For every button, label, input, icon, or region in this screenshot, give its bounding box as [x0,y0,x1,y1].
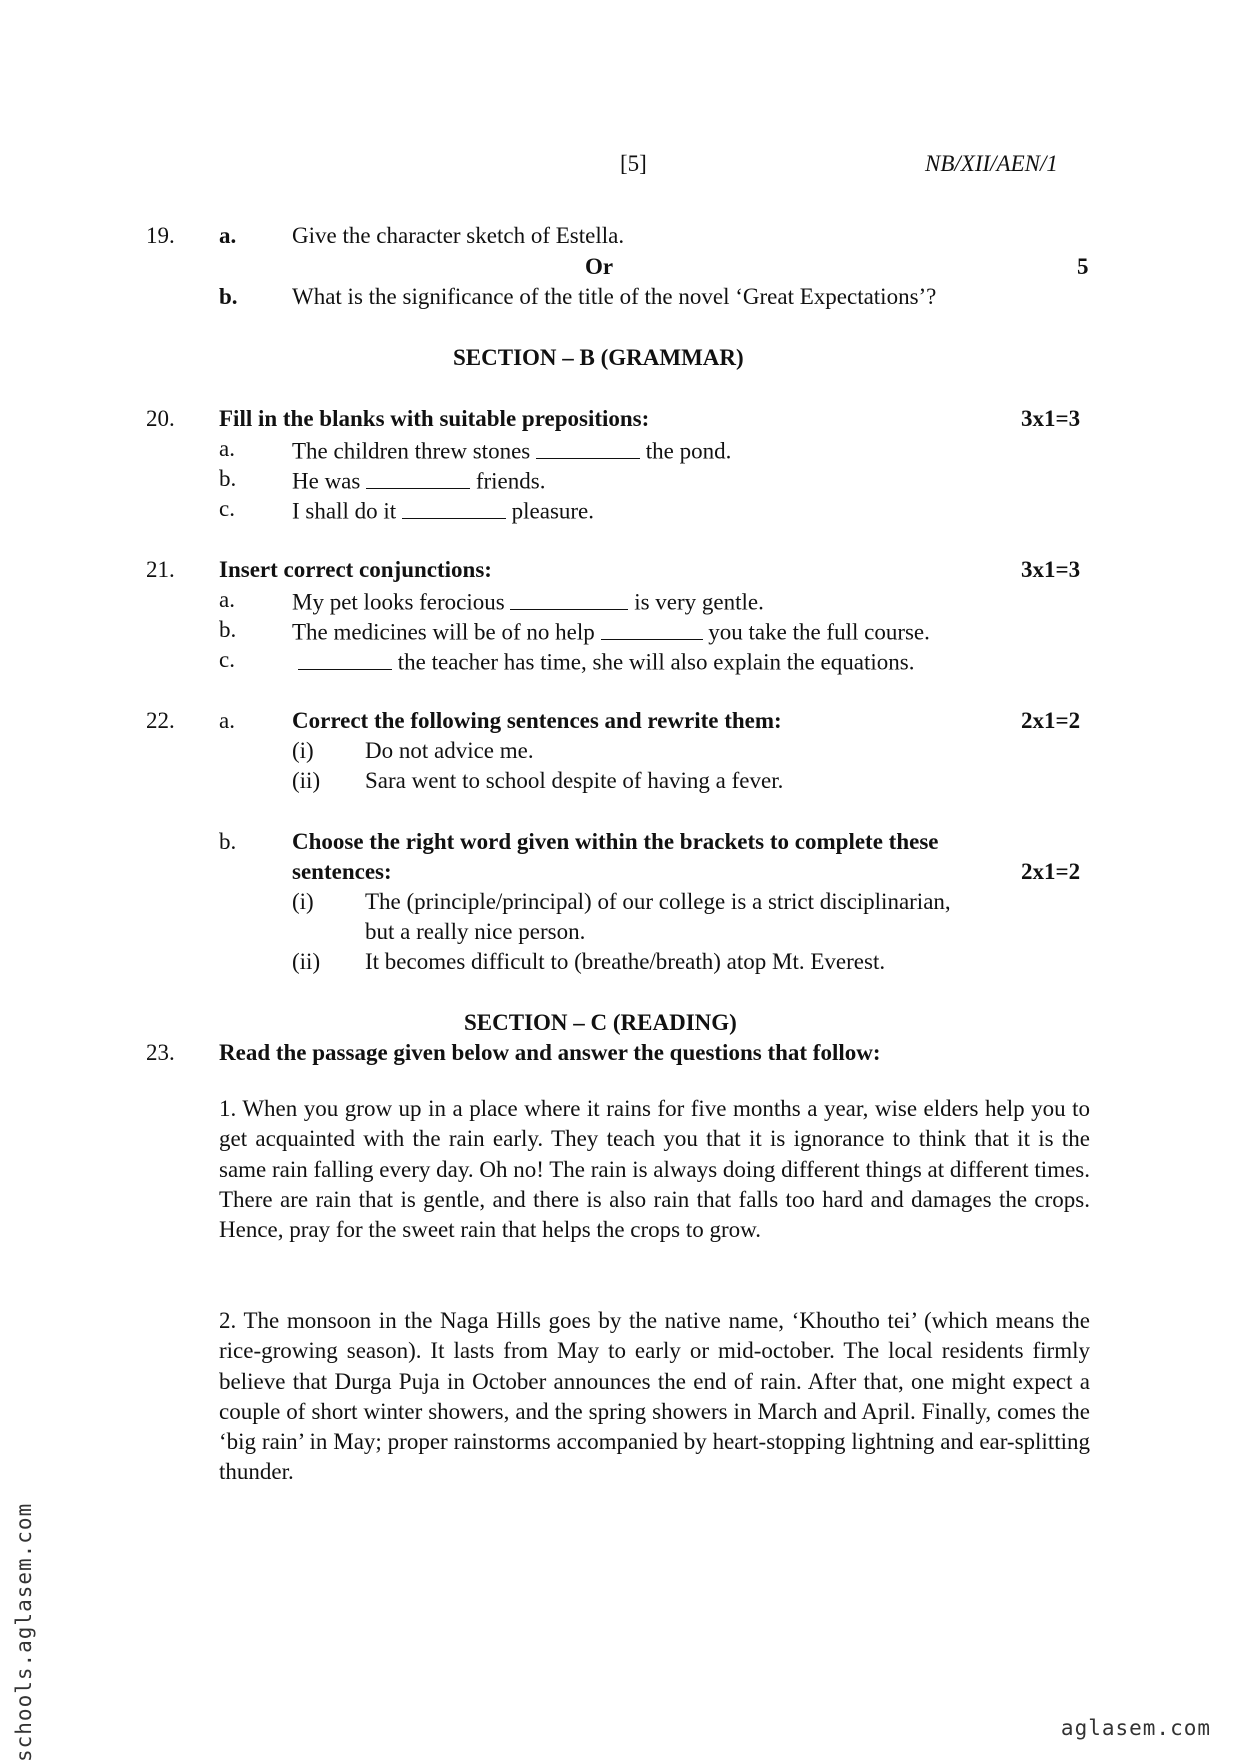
item-label: b. [219,617,237,642]
answer-blank[interactable] [366,467,470,489]
item-label: (i) [292,738,314,763]
blank-item: He was friends. [292,468,546,494]
item-label: a. [219,436,235,461]
paper-code: NB/XII/AEN/1 [925,151,1058,176]
item-label: (i) [292,889,314,914]
answer-blank[interactable] [510,588,628,610]
answer-blank[interactable] [402,497,506,519]
question-title: Insert correct conjunctions: [219,557,492,582]
question-number: 20. [146,406,175,431]
option-label: b. [219,829,237,854]
answer-blank[interactable] [601,618,703,640]
item-label: c. [219,496,235,521]
blank-item: My pet looks ferocious is very gentle. [292,589,764,615]
question-title: Read the passage given below and answer the questions that follow: [219,1040,881,1065]
item-text: It becomes difficult to (breathe/breath) atop Mt. Everest. [365,949,886,974]
question-title: Correct the following sentences and rewrite them: [292,708,782,733]
question-title-cont: sentences: [292,859,392,884]
question-text: What is the significance of the title of the novel ‘Great Expectations’? [292,284,937,309]
reading-paragraph-1: 1. When you grow up in a place where it rains for five months a year, wise elders help you to get acquainted with the rain early. They teach you that it is ignorance to think that it is the same rain falling every day. Oh no! The rain is always doing different things at different times. There are rain that is gentle, and there is also rain that falls too hard and damages the crops. Hence, pray for the sweet rain that helps the crops to grow. [219,1096,1090,1243]
question-title: Choose the right word given within the brackets to complete these [292,829,939,854]
section-heading: SECTION – C (READING) [464,1010,737,1035]
page-number: [5] [620,151,647,176]
answer-blank[interactable] [536,437,640,459]
item-text: Sara went to school despite of having a fever. [365,768,784,793]
marks: 5 [1077,254,1089,279]
answer-blank[interactable] [298,648,392,670]
blank-item: The medicines will be of no help you take the full course. [292,619,930,645]
marks: 3x1=3 [1021,557,1081,582]
or-separator: Or [585,254,614,279]
item-label: (ii) [292,949,321,974]
option-label: a. [219,223,237,248]
footer-watermark: aglasem.com [1060,1716,1211,1740]
option-label: b. [219,284,238,309]
marks: 2x1=2 [1021,859,1081,884]
marks: 3x1=3 [1021,406,1081,431]
item-label: c. [219,647,235,672]
item-text: The (principle/principal) of our college is a strict disciplinarian, [365,889,951,914]
question-number: 21. [146,557,175,582]
blank-item: The children threw stones the pond. [292,438,732,464]
marks: 2x1=2 [1021,708,1081,733]
option-label: a. [219,708,235,733]
reading-paragraph-2: 2. The monsoon in the Naga Hills goes by the native name, ‘Khoutho tei’ (which means the rice-growing season). It lasts from May to early or mid-october. The local residents firmly believe that Durga Puja in October announces the end of rain. After that, one might expect a couple of short winter showers, and the spring showers in March and April. Finally, comes the ‘big rain’ in May; proper rainstorms accompanied by heart-stopping lightning and ear-splitting thunder. [219,1308,1090,1485]
side-watermark: schools.aglasem.com [12,1502,36,1762]
item-text: Do not advice me. [365,738,534,763]
question-number: 22. [146,708,175,733]
blank-item: I shall do it pleasure. [292,498,595,524]
item-text-cont: but a really nice person. [365,919,586,944]
item-label: b. [219,466,237,491]
item-label: a. [219,587,235,612]
question-number: 23. [146,1040,175,1065]
question-text: Give the character sketch of Estella. [292,223,625,248]
question-number: 19. [146,223,175,248]
question-title: Fill in the blanks with suitable prepositions: [219,406,650,431]
section-heading: SECTION – B (GRAMMAR) [453,345,744,370]
blank-item: the teacher has time, she will also explain the equations. [298,648,914,674]
item-label: (ii) [292,768,321,793]
